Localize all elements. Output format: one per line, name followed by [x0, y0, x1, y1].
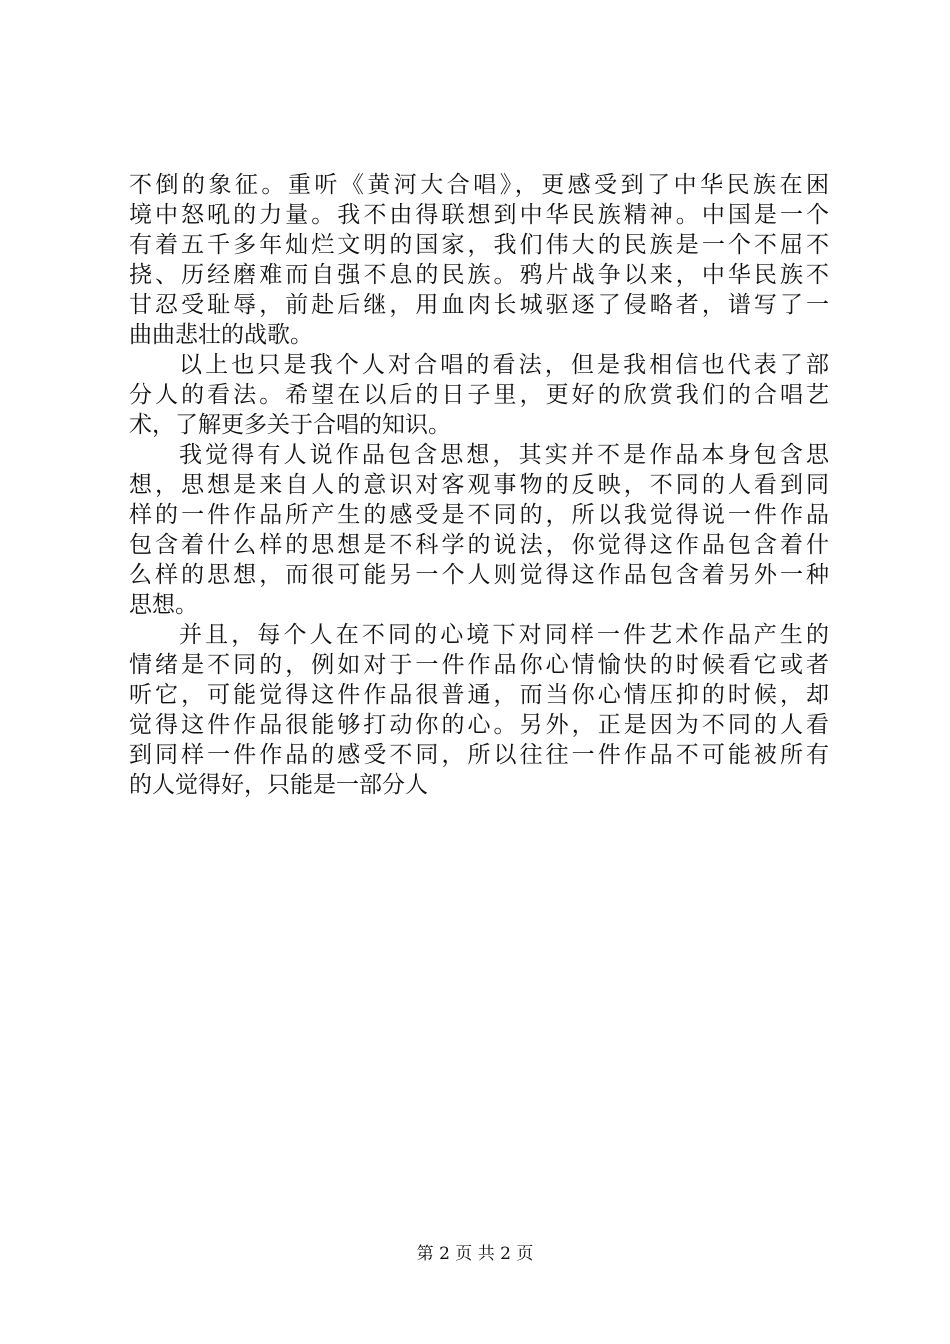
text-line: 觉得这件作品很能够打动你的心。另外，正是因为不同的人看: [129, 712, 829, 738]
text-line: 情绪是不同的，例如对于一件作品你心情愉快的时候看它或者: [129, 652, 829, 678]
text-line: 有着五千多年灿烂文明的国家，我们伟大的民族是一个不屈不: [129, 232, 829, 258]
text-line: 并且，每个人在不同的心境下对同样一件艺术作品产生的: [179, 622, 829, 648]
text-line: 包含着什么样的思想是不科学的说法，你觉得这作品包含着什: [129, 532, 829, 558]
text-line: 的人觉得好，只能是一部分人: [129, 772, 428, 798]
text-line: 境中怒吼的力量。我不由得联想到中华民族精神。中国是一个: [129, 202, 829, 228]
text-line: 不倒的象征。重听《黄河大合唱》，更感受到了中华民族在困: [129, 172, 829, 198]
text-line: 曲曲悲壮的战歌。: [129, 322, 313, 348]
text-line: 思想。: [129, 592, 198, 618]
text-line: 么样的思想，而很可能另一个人则觉得这作品包含着另外一种: [129, 562, 829, 588]
body-text: [129, 170, 829, 800]
text-line: 样的一件作品所产生的感受是不同的，所以我觉得说一件作品: [129, 502, 829, 528]
text-line: 听它，可能觉得这件作品很普通，而当你心情压抑的时候，却: [129, 682, 829, 708]
text-line: 到同样一件作品的感受不同，所以往往一件作品不可能被所有: [129, 742, 829, 768]
text-line: 挠、历经磨难而自强不息的民族。鸦片战争以来，中华民族不: [129, 262, 829, 288]
paragraph: [129, 170, 829, 350]
text-line: 术，了解更多关于合唱的知识。: [129, 412, 451, 438]
text-line: 分人的看法。希望在以后的日子里，更好的欣赏我们的合唱艺: [129, 382, 829, 408]
paragraph: [129, 620, 829, 800]
text-line: 想，思想是来自人的意识对客观事物的反映，不同的人看到同: [129, 472, 829, 498]
paragraph: [129, 440, 829, 620]
paragraph: [129, 350, 829, 440]
text-line: 以上也只是我个人对合唱的看法，但是我相信也代表了部: [179, 352, 829, 378]
text-line: 我觉得有人说作品包含思想，其实并不是作品本身包含思: [179, 442, 829, 468]
text-line: 甘忍受耻辱，前赴后继，用血肉长城驱逐了侵略者，谱写了一: [129, 292, 829, 318]
page-footer: 第 2 页 共 2 页: [416, 1244, 534, 1264]
